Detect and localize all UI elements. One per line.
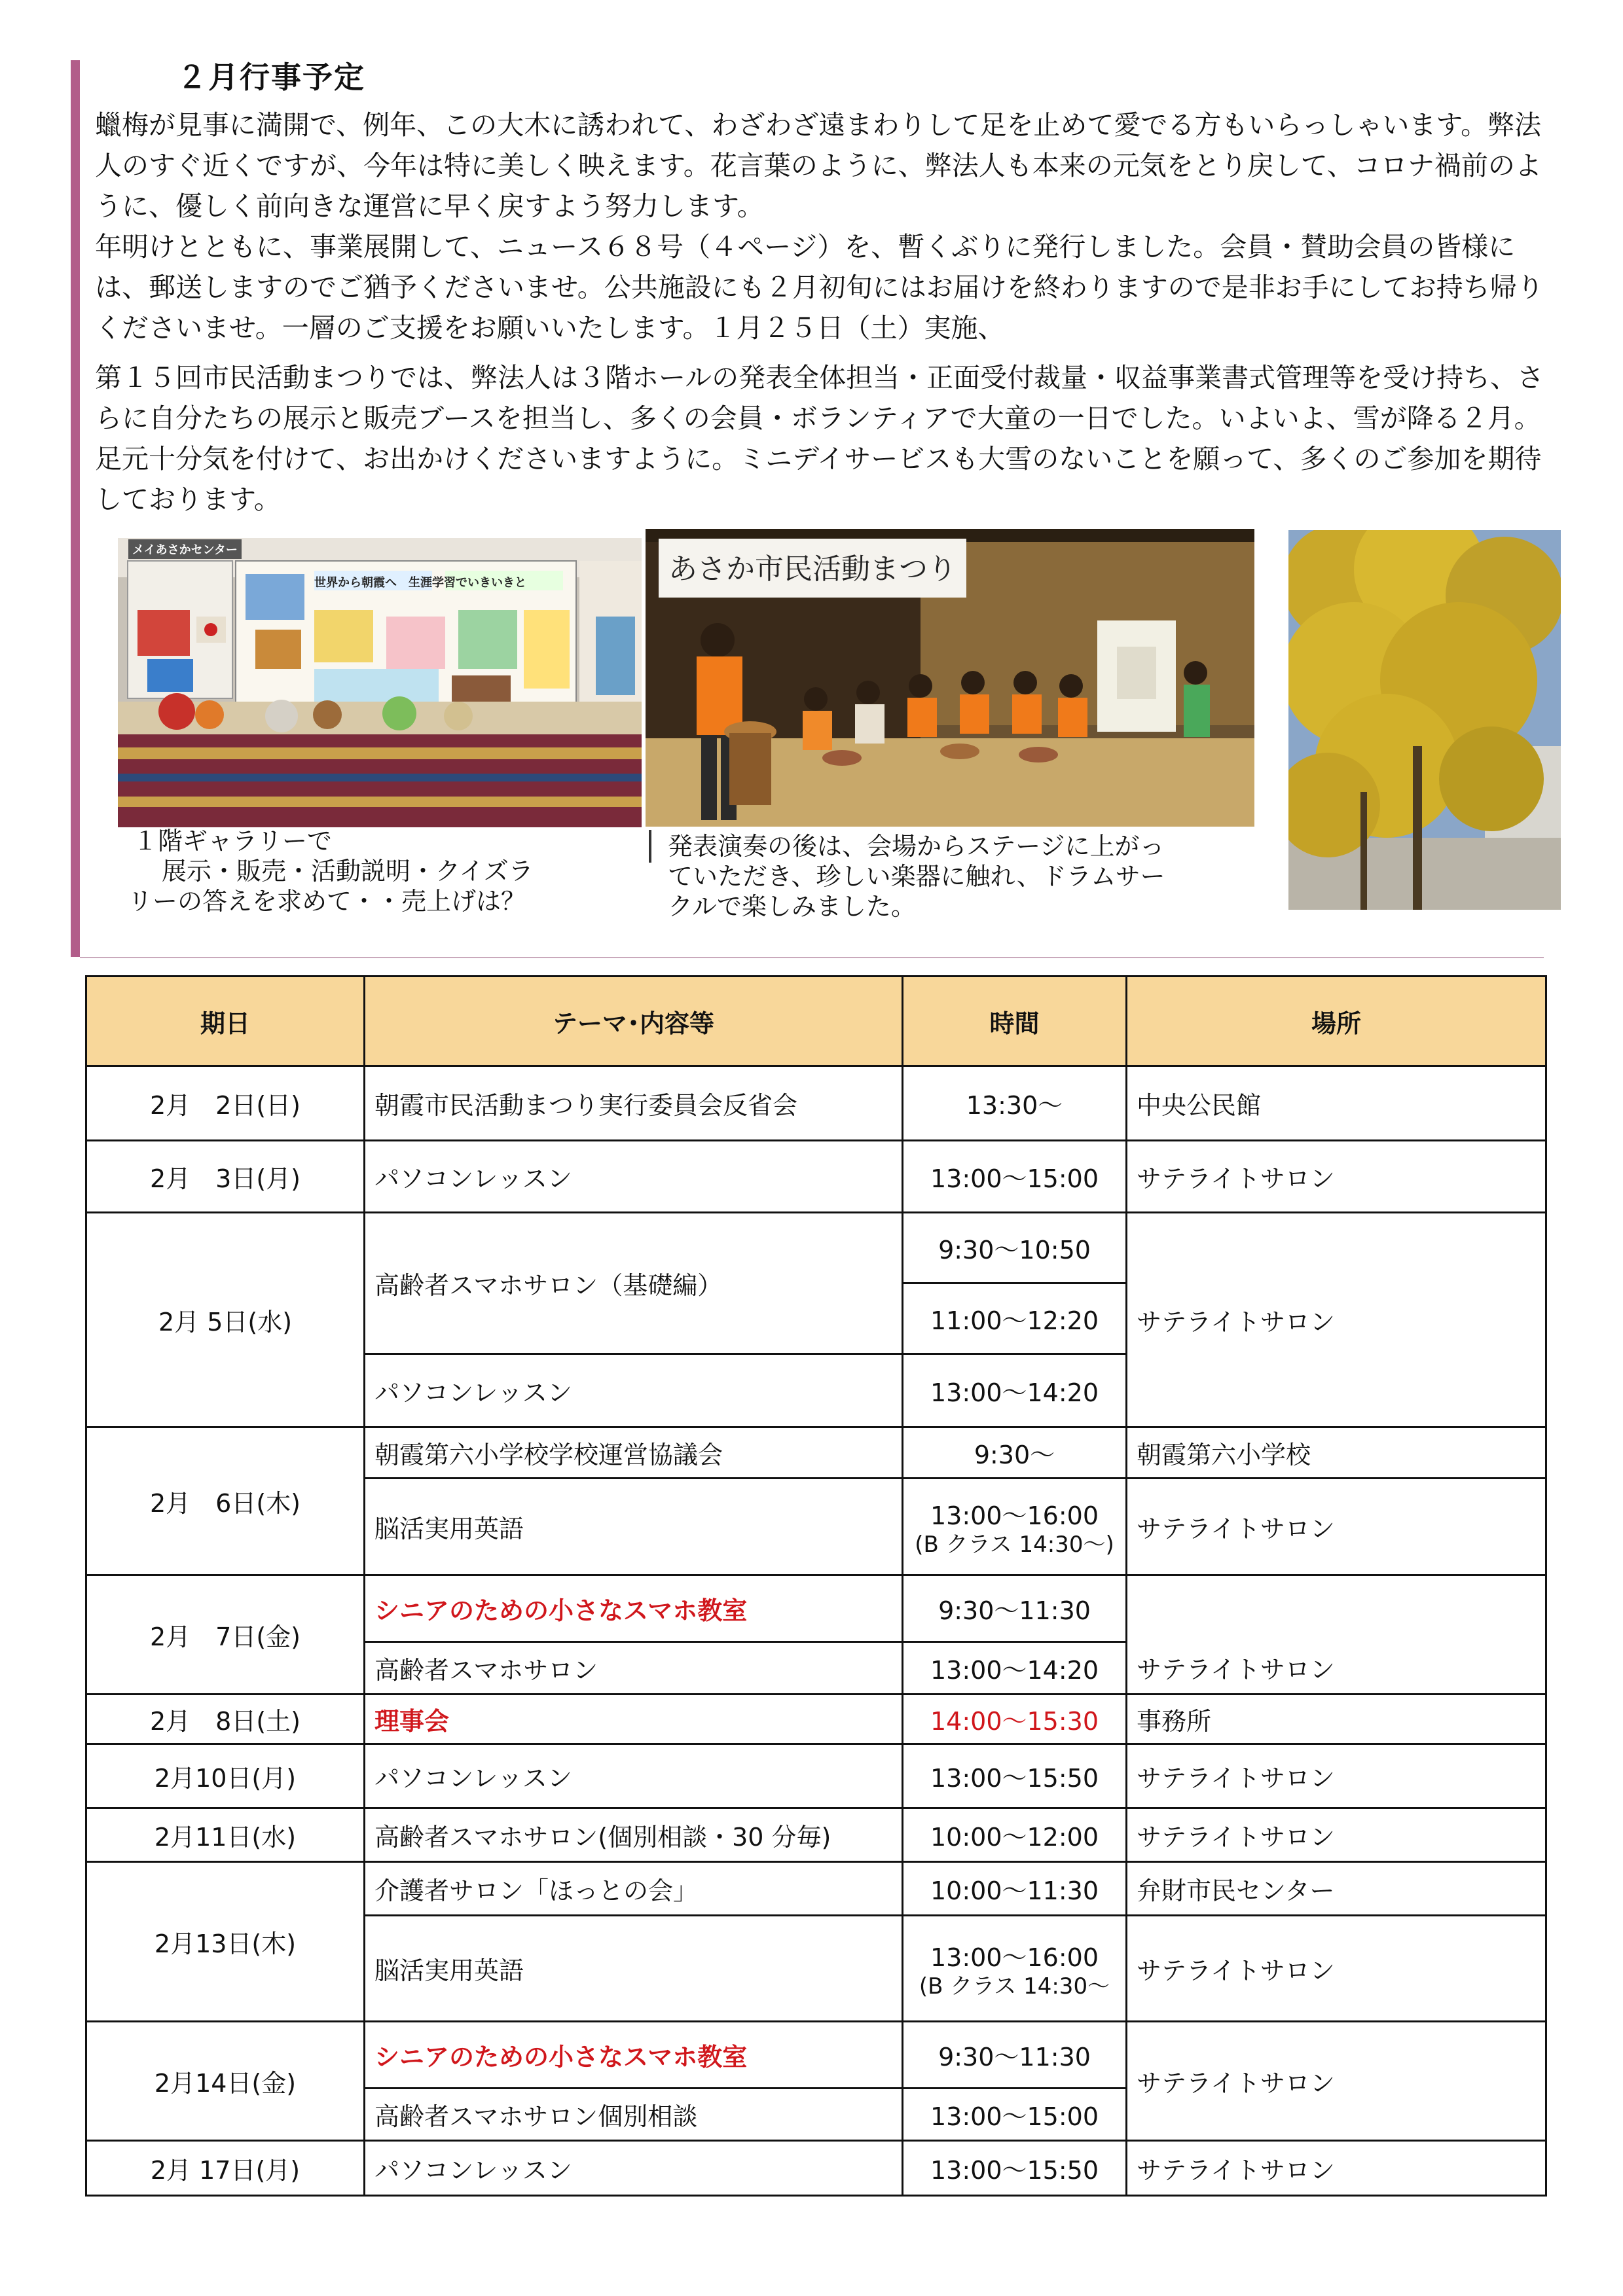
row-time: 9:30～10:50 [903, 1213, 1127, 1283]
gallery-caption [128, 826, 651, 916]
table-header-row [86, 977, 1546, 1066]
row-theme: パソコンレッスン [365, 1354, 903, 1427]
row-date: 2月13日(木) [86, 1862, 365, 2022]
row-theme: 高齢者スマホサロン個別相談 [365, 2089, 903, 2141]
row-time: 10:00～12:00 [903, 1808, 1127, 1862]
page-title: ２月行事予定 [177, 60, 365, 95]
row-theme-highlight: シニアのための小さなスマホ教室 [365, 2022, 903, 2089]
header-date: 期日 [86, 977, 365, 1066]
row-time: 13:00～16:00 [930, 1501, 1099, 1530]
table-row [86, 1427, 1546, 1479]
row-theme: 高齢者スマホサロン(個別相談・30 分毎) [365, 1808, 903, 1862]
row-time: 13:30～ [903, 1066, 1127, 1141]
stage-caption-line: 発表演奏の後は、会場からステージに上がっ [668, 832, 1165, 861]
row-place: サテライトサロン [1127, 2022, 1546, 2141]
row-time: 13:00～15:00 [903, 2089, 1127, 2141]
header-place: 場所 [1127, 977, 1546, 1066]
row-place: サテライトサロン [1127, 1213, 1546, 1427]
row-place: 弁財市民センター [1127, 1862, 1546, 1916]
row-date: 2月11日(水) [86, 1808, 365, 1862]
row-date: 2月 8日(土) [86, 1695, 365, 1744]
row-time-highlight: 14:00～15:30 [903, 1695, 1127, 1744]
row-theme: パソコンレッスン [365, 2141, 903, 2196]
row-date: 2月 17日(月) [86, 2141, 365, 2196]
table-row [86, 1744, 1546, 1808]
table-row [86, 1862, 1546, 1916]
row-time-cell [903, 1916, 1127, 2022]
accent-bar [71, 60, 80, 957]
intro-paragraph-3: 第１５回市民活動まつりでは、弊法人は３階ホールの発表全体担当・正面受付裁量・収益事業書式管理等を受け持ち、さらに自分たちの展示と販売ブースを担当し、多くの会員・ボランティアで大童の一日でした。いよいよ、雪が降る２月。足元十分気を付けて、お出かけくださいますように。ミニデイサービスも大雪のないことを願って、多くのご参加を期待しております。 [95, 362, 1544, 515]
row-date: 2月 7日(金) [86, 1575, 365, 1695]
row-place: サテライトサロン [1127, 1808, 1546, 1862]
row-place [1127, 1575, 1546, 1642]
row-theme-highlight: シニアのための小さなスマホ教室 [365, 1575, 903, 1642]
table-row [86, 2141, 1546, 2196]
row-place: サテライトサロン [1127, 2141, 1546, 2196]
row-time-note: (B クラス 14:30～ [919, 1973, 1110, 2000]
row-place: サテライトサロン [1127, 1642, 1546, 1695]
stage-caption-line: ていただき、珍しい楽器に触れ、ドラムサー [668, 862, 1165, 891]
row-place: サテライトサロン [1127, 1744, 1546, 1808]
row-date: 2月 3日(月) [86, 1141, 365, 1213]
row-time: 13:00～14:20 [903, 1642, 1127, 1695]
row-place: サテライトサロン [1127, 1479, 1546, 1575]
header-theme: テーマ･内容等 [365, 977, 903, 1066]
row-theme: 介護者サロン「ほっとの会」 [365, 1862, 903, 1916]
table-row [86, 2022, 1546, 2089]
row-time: 13:00～15:50 [903, 2141, 1127, 2196]
row-theme: 高齢者スマホサロン（基礎編） [365, 1213, 903, 1354]
table-row [86, 1213, 1546, 1283]
intro-paragraph-2: 年明けとともに、事業展開して、ニュース６８号（４ページ）を、暫くぶりに発行しました。会員・賛助会員の皆様には、郵送しますのでご猶予くださいませ。公共施設にも２月初旬にはお届けを終わりますので是非お手にしてお持ち帰りくださいませ。一層のご支援をお願いいたします。１月２５日（土）実施、 [95, 231, 1544, 344]
table-row [86, 1575, 1546, 1642]
row-time: 9:30～11:30 [903, 1575, 1127, 1642]
row-place: サテライトサロン [1127, 1916, 1546, 2022]
row-time: 9:30～11:30 [903, 2022, 1127, 2089]
row-theme: 朝霞市民活動まつり実行委員会反省会 [365, 1066, 903, 1141]
stage-caption [668, 831, 1283, 922]
row-date: 2月10日(月) [86, 1744, 365, 1808]
caption-divider [649, 830, 651, 863]
row-time: 13:00～15:50 [903, 1744, 1127, 1808]
row-theme: 高齢者スマホサロン [365, 1642, 903, 1695]
row-date: 2月 6日(木) [86, 1427, 365, 1575]
booth-sign: メイあさかセンター [128, 539, 242, 559]
row-theme: 脳活実用英語 [365, 1916, 903, 2022]
row-time-cell [903, 1479, 1127, 1575]
row-theme: 脳活実用英語 [365, 1479, 903, 1575]
table-row [86, 1141, 1546, 1213]
row-place: 事務所 [1127, 1695, 1546, 1744]
stage-banner: あさか市民活動まつり [668, 552, 957, 586]
table-row [86, 1808, 1546, 1862]
gallery-caption-line: 展示・販売・活動説明・クイズラ [162, 857, 534, 886]
row-theme-highlight: 理事会 [365, 1695, 903, 1744]
stage-photo [646, 529, 1254, 827]
table-row [86, 1066, 1546, 1141]
row-time: 13:00～15:00 [903, 1141, 1127, 1213]
wintersweet-photo [1288, 530, 1561, 910]
row-theme: パソコンレッスン [365, 1141, 903, 1213]
schedule-table [85, 975, 1547, 2197]
row-time: 10:00～11:30 [903, 1862, 1127, 1916]
row-time: 11:00～12:20 [903, 1283, 1127, 1354]
gallery-caption-line: １階ギャラリーで [133, 827, 333, 855]
row-time: 13:00～16:00 [930, 1943, 1099, 1972]
row-place: サテライトサロン [1127, 1141, 1546, 1213]
row-date: 2月14日(金) [86, 2022, 365, 2141]
row-time: 9:30～ [903, 1427, 1127, 1479]
stage-caption-line: クルで楽しみました。 [668, 892, 916, 921]
gallery-caption-line: リーの答えを求めて・・売上げは？ [128, 887, 526, 916]
intro-text [95, 105, 1545, 520]
board-banner: 世界から朝霞へ 生涯学習でいきいきと [314, 576, 526, 590]
section-divider [80, 957, 1544, 958]
row-place: 中央公民館 [1127, 1066, 1546, 1141]
row-time: 13:00～14:20 [903, 1354, 1127, 1427]
row-theme: パソコンレッスン [365, 1744, 903, 1808]
row-date: 2月 5日(水) [86, 1213, 365, 1427]
table-row [86, 1695, 1546, 1744]
row-place: 朝霞第六小学校 [1127, 1427, 1546, 1479]
gallery-photo [118, 538, 642, 827]
header-time: 時間 [903, 977, 1127, 1066]
intro-paragraph-1: 蠟梅が見事に満開で、例年、この大木に誘われて、わざわざ遠まわりして足を止めて愛でる方もいらっしゃいます。弊法人のすぐ近くですが、今年は特に美しく映えます。花言葉のように、弊法人も本来の元気をとり戻して、コロナ禍前のように、優しく前向きな運営に早く戻すよう努力します。 [95, 109, 1542, 222]
row-time-note: (B クラス 14:30～) [915, 1532, 1114, 1558]
row-date: 2月 2日(日) [86, 1066, 365, 1141]
row-theme: 朝霞第六小学校学校運営協議会 [365, 1427, 903, 1479]
